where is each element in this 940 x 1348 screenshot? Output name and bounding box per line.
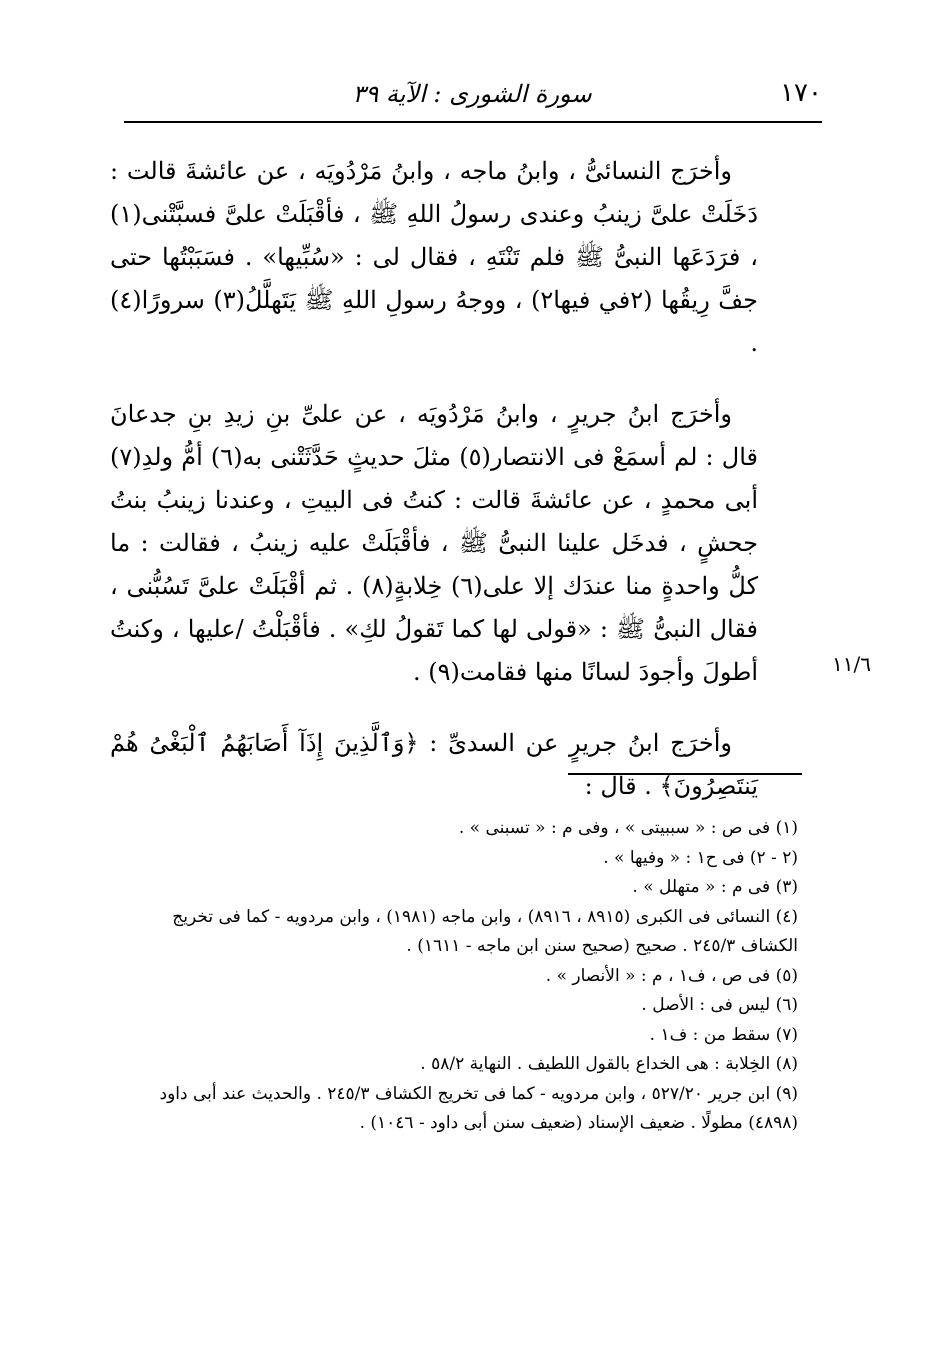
paragraph-2: وأخرَج ابنُ جريرٍ ، وابنُ مَرْدُويَه ، عن علىِّ بنِ زيدِ بنِ جدعانَ قال : لم أسمَعْ فى الانتصار(٥) مثلَ حديثٍ حَدَّثَتْنى به(٦) أمُّ ولدِ(٧) أبى محمدٍ ، عن عائشةَ قالت : كنتُ فى البيتِ ، وعندنا زينبُ بنتُ جحشٍ ، فدخَل علينا النبىُّ ﷺ ، فأقْبَلَتْ عليه زينبُ ، فقالت : ما كلُّ واحدةٍ منا عندَك إلا على(٦) خِلابةٍ(٨) . ثم أقْبَلَتْ علىَّ تَسُبُّنى ، فقال النبىُّ ﷺ : «قولى لها كما تَقولُ لكِ» . فأقْبَلْتُ /عليها ، وكنتُ أطولَ وأجودَ لسانًا منها فقامت(٩) .	[110, 400, 759, 686]
footnote-1: (١) فى ص : « سببيتى » ، وفى م : « تسبنى » .	[458, 818, 798, 838]
footnote-4: (٤) النسائى فى الكبرى (٨٩١٥ ، ٨٩١٦) ، وابن ماجه (١٩٨١) ، وابن مردويه - كما فى تخريج الكشاف ٢٤٥/٣ . صحيح (صحيح سنن ابن ماجه - ١٦١١) .	[172, 906, 798, 956]
paragraph-3: وأخرَج ابنُ جريرٍ عن السدىِّ : ﴿وَٱلَّذِينَ إِذَآ أَصَابَهُمُ ٱلْبَغْىُ هُمْ يَنتَصِرُونَ﴾ . قال :	[110, 729, 758, 800]
footnote-9: (٩) ابن جرير ٥٢٧/٢٠ ، وابن مردويه - كما فى تخريج الكشاف ٢٤٥/٣ . والحديث عند أبى داود (٤٨٩٨) مطولًا . ضعيف الإسناد (ضعيف سنن أبى داود - ١٠٤٦) .	[159, 1083, 798, 1133]
footnote-separator	[568, 773, 802, 775]
main-text	[110, 150, 758, 836]
running-title: سورة الشورى : الآية ٣٩	[352, 80, 592, 108]
footnote-6: (٦) ليس فى : الأصل .	[641, 995, 798, 1015]
header-rule	[124, 121, 822, 123]
margin-volume-reference: ١١/٦	[832, 652, 871, 676]
footnotes	[112, 814, 798, 1139]
page-header	[122, 78, 822, 118]
footnote-7: (٧) سقط من : ف١ .	[649, 1024, 798, 1045]
footnote-3: (٣) فى م : « متهلل » .	[632, 877, 798, 897]
footnote-2: (٢ - ٢) فى ح١ : « وفيها » .	[603, 847, 798, 868]
paragraph-1: وأخرَج النسائىُّ ، وابنُ ماجه ، وابنُ مَرْدُويَه ، عن عائشةَ قالت : دَخَلَتْ علىَّ زينبُ وعندى رسولُ اللهِ ﷺ ، فأقْبَلَتْ علىَّ فسبَّتْنى(١) ، فرَدَعَها النبىُّ ﷺ فلم تَنْتَهِ ، فقال لى : «سُبِّيها» . فسَبَبْتُها حتى جفَّ رِيقُها (٢في فيها٢) ، ووجهُ رسولِ اللهِ ﷺ يَتَهلَّلُ(٣) سرورًا(٤) .	[110, 157, 758, 357]
footnote-5: (٥) فى ص ، ف١ ، م : « الأنصار » .	[545, 965, 798, 986]
footnote-8: (٨) الخِلابة : هى الخداع بالقول اللطيف . النهاية ٥٨/٢ .	[420, 1054, 798, 1074]
page-number: ١٧٠	[780, 78, 822, 108]
